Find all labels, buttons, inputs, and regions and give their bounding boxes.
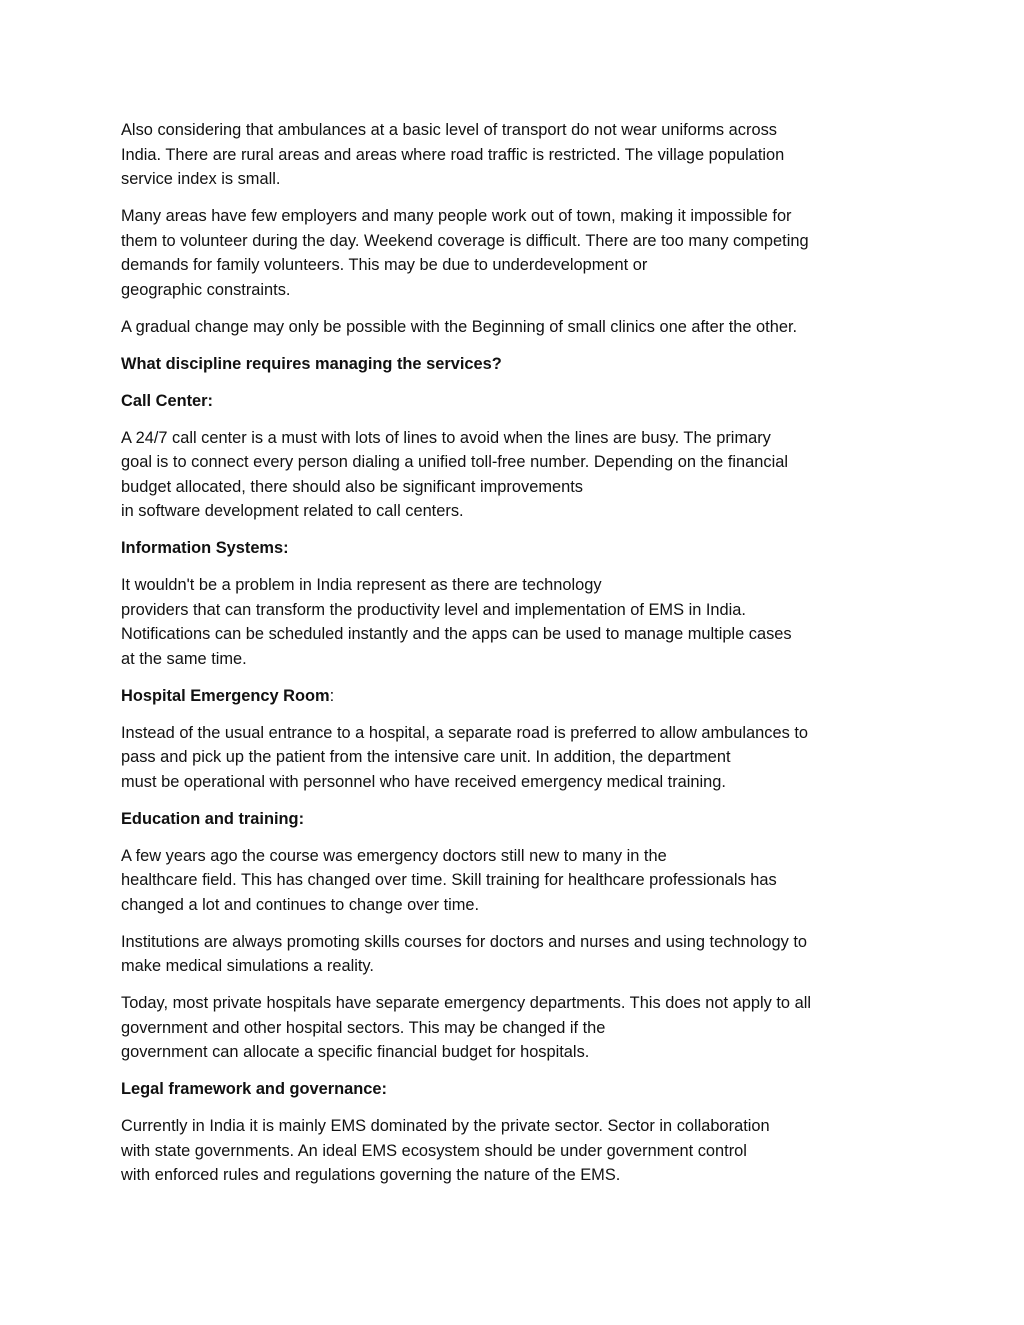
text-line: It wouldn't be a problem in India represent as there are technology — [121, 576, 602, 594]
text-line: them to volunteer during the day. Weekend coverage is difficult. There are too many competing — [121, 231, 809, 250]
section-heading-suffix: : — [329, 686, 335, 705]
section-heading — [121, 389, 911, 414]
paragraph — [121, 315, 911, 340]
text-line: Today, most private hospitals have separate emergency departments. This does not apply to all — [121, 994, 811, 1012]
paragraph — [121, 844, 911, 918]
text-line: providers that can transform the productivity level and implementation of EMS in India. — [121, 600, 746, 619]
section-heading — [121, 1077, 911, 1102]
paragraph — [121, 426, 911, 524]
text-line: government can allocate a specific financial budget for hospitals. — [121, 1043, 590, 1061]
text-line: budget allocated, there should also be significant improvements — [121, 477, 583, 496]
section-heading — [121, 352, 911, 377]
section-heading-text: Hospital Emergency Room — [121, 686, 330, 705]
text-line: in software development related to call centers. — [121, 502, 464, 520]
text-line: geographic constraints. — [121, 280, 291, 299]
document-page — [121, 118, 911, 1200]
section-heading — [121, 536, 911, 561]
text-line: pass and pick up the patient from the intensive care unit. In addition, the department — [121, 748, 731, 766]
paragraph — [121, 1114, 911, 1188]
text-line: Many areas have few employers and many people work out of town, making it impossible for — [121, 207, 792, 225]
text-line: Institutions are always promoting skills courses for doctors and nurses and using technology to — [121, 932, 808, 951]
text-line: changed a lot and continues to change over time. — [121, 895, 480, 914]
section-heading-text: Information Systems: — [121, 539, 289, 557]
text-line: at the same time. — [121, 649, 247, 668]
section-heading-text: Legal framework and governance: — [121, 1080, 387, 1098]
section-heading — [121, 684, 911, 709]
text-line: with state governments. An ideal EMS ecosystem should be under government control — [121, 1141, 747, 1160]
text-line: Currently in India it is mainly EMS dominated by the private sector. Sector in collaboration — [121, 1117, 770, 1135]
text-line: Also considering that ambulances at a basic level of transport do not wear uniforms across — [121, 121, 777, 139]
text-line: goal is to connect every person dialing a unified toll-free number. Depending on the financial — [121, 453, 788, 471]
paragraph — [121, 204, 911, 302]
paragraph — [121, 118, 911, 192]
section-heading-text: What discipline requires managing the services? — [121, 354, 502, 373]
text-line: demands for family volunteers. This may be due to underdevelopment or — [121, 256, 648, 274]
text-line: government and other hospital sectors. This may be changed if the — [121, 1018, 606, 1037]
text-line: Instead of the usual entrance to a hospital, a separate road is preferred to allow ambulances to — [121, 723, 809, 742]
text-line: make medical simulations a reality. — [121, 957, 374, 975]
section-heading — [121, 807, 911, 832]
text-line: A few years ago the course was emergency doctors still new to many in the — [121, 846, 667, 865]
text-line: India. There are rural areas and areas where road traffic is restricted. The village population — [121, 145, 785, 164]
paragraph — [121, 573, 911, 671]
text-line: service index is small. — [121, 170, 281, 188]
text-line: must be operational with personnel who have received emergency medical training. — [121, 772, 726, 791]
text-line: healthcare field. This has changed over time. Skill training for healthcare professionals has — [121, 871, 777, 889]
text-line: A gradual change may only be possible with the Beginning of small clinics one after the other. — [121, 317, 798, 336]
paragraph — [121, 721, 911, 795]
text-line: Notifications can be scheduled instantly and the apps can be used to manage multiple cases — [121, 625, 792, 643]
text-line: with enforced rules and regulations governing the nature of the EMS. — [121, 1166, 621, 1184]
paragraph — [121, 991, 911, 1065]
section-heading-text: Education and training: — [121, 809, 305, 828]
paragraph — [121, 930, 911, 979]
text-line: A 24/7 call center is a must with lots of lines to avoid when the lines are busy. The primary — [121, 428, 771, 447]
section-heading-text: Call Center: — [121, 391, 213, 410]
